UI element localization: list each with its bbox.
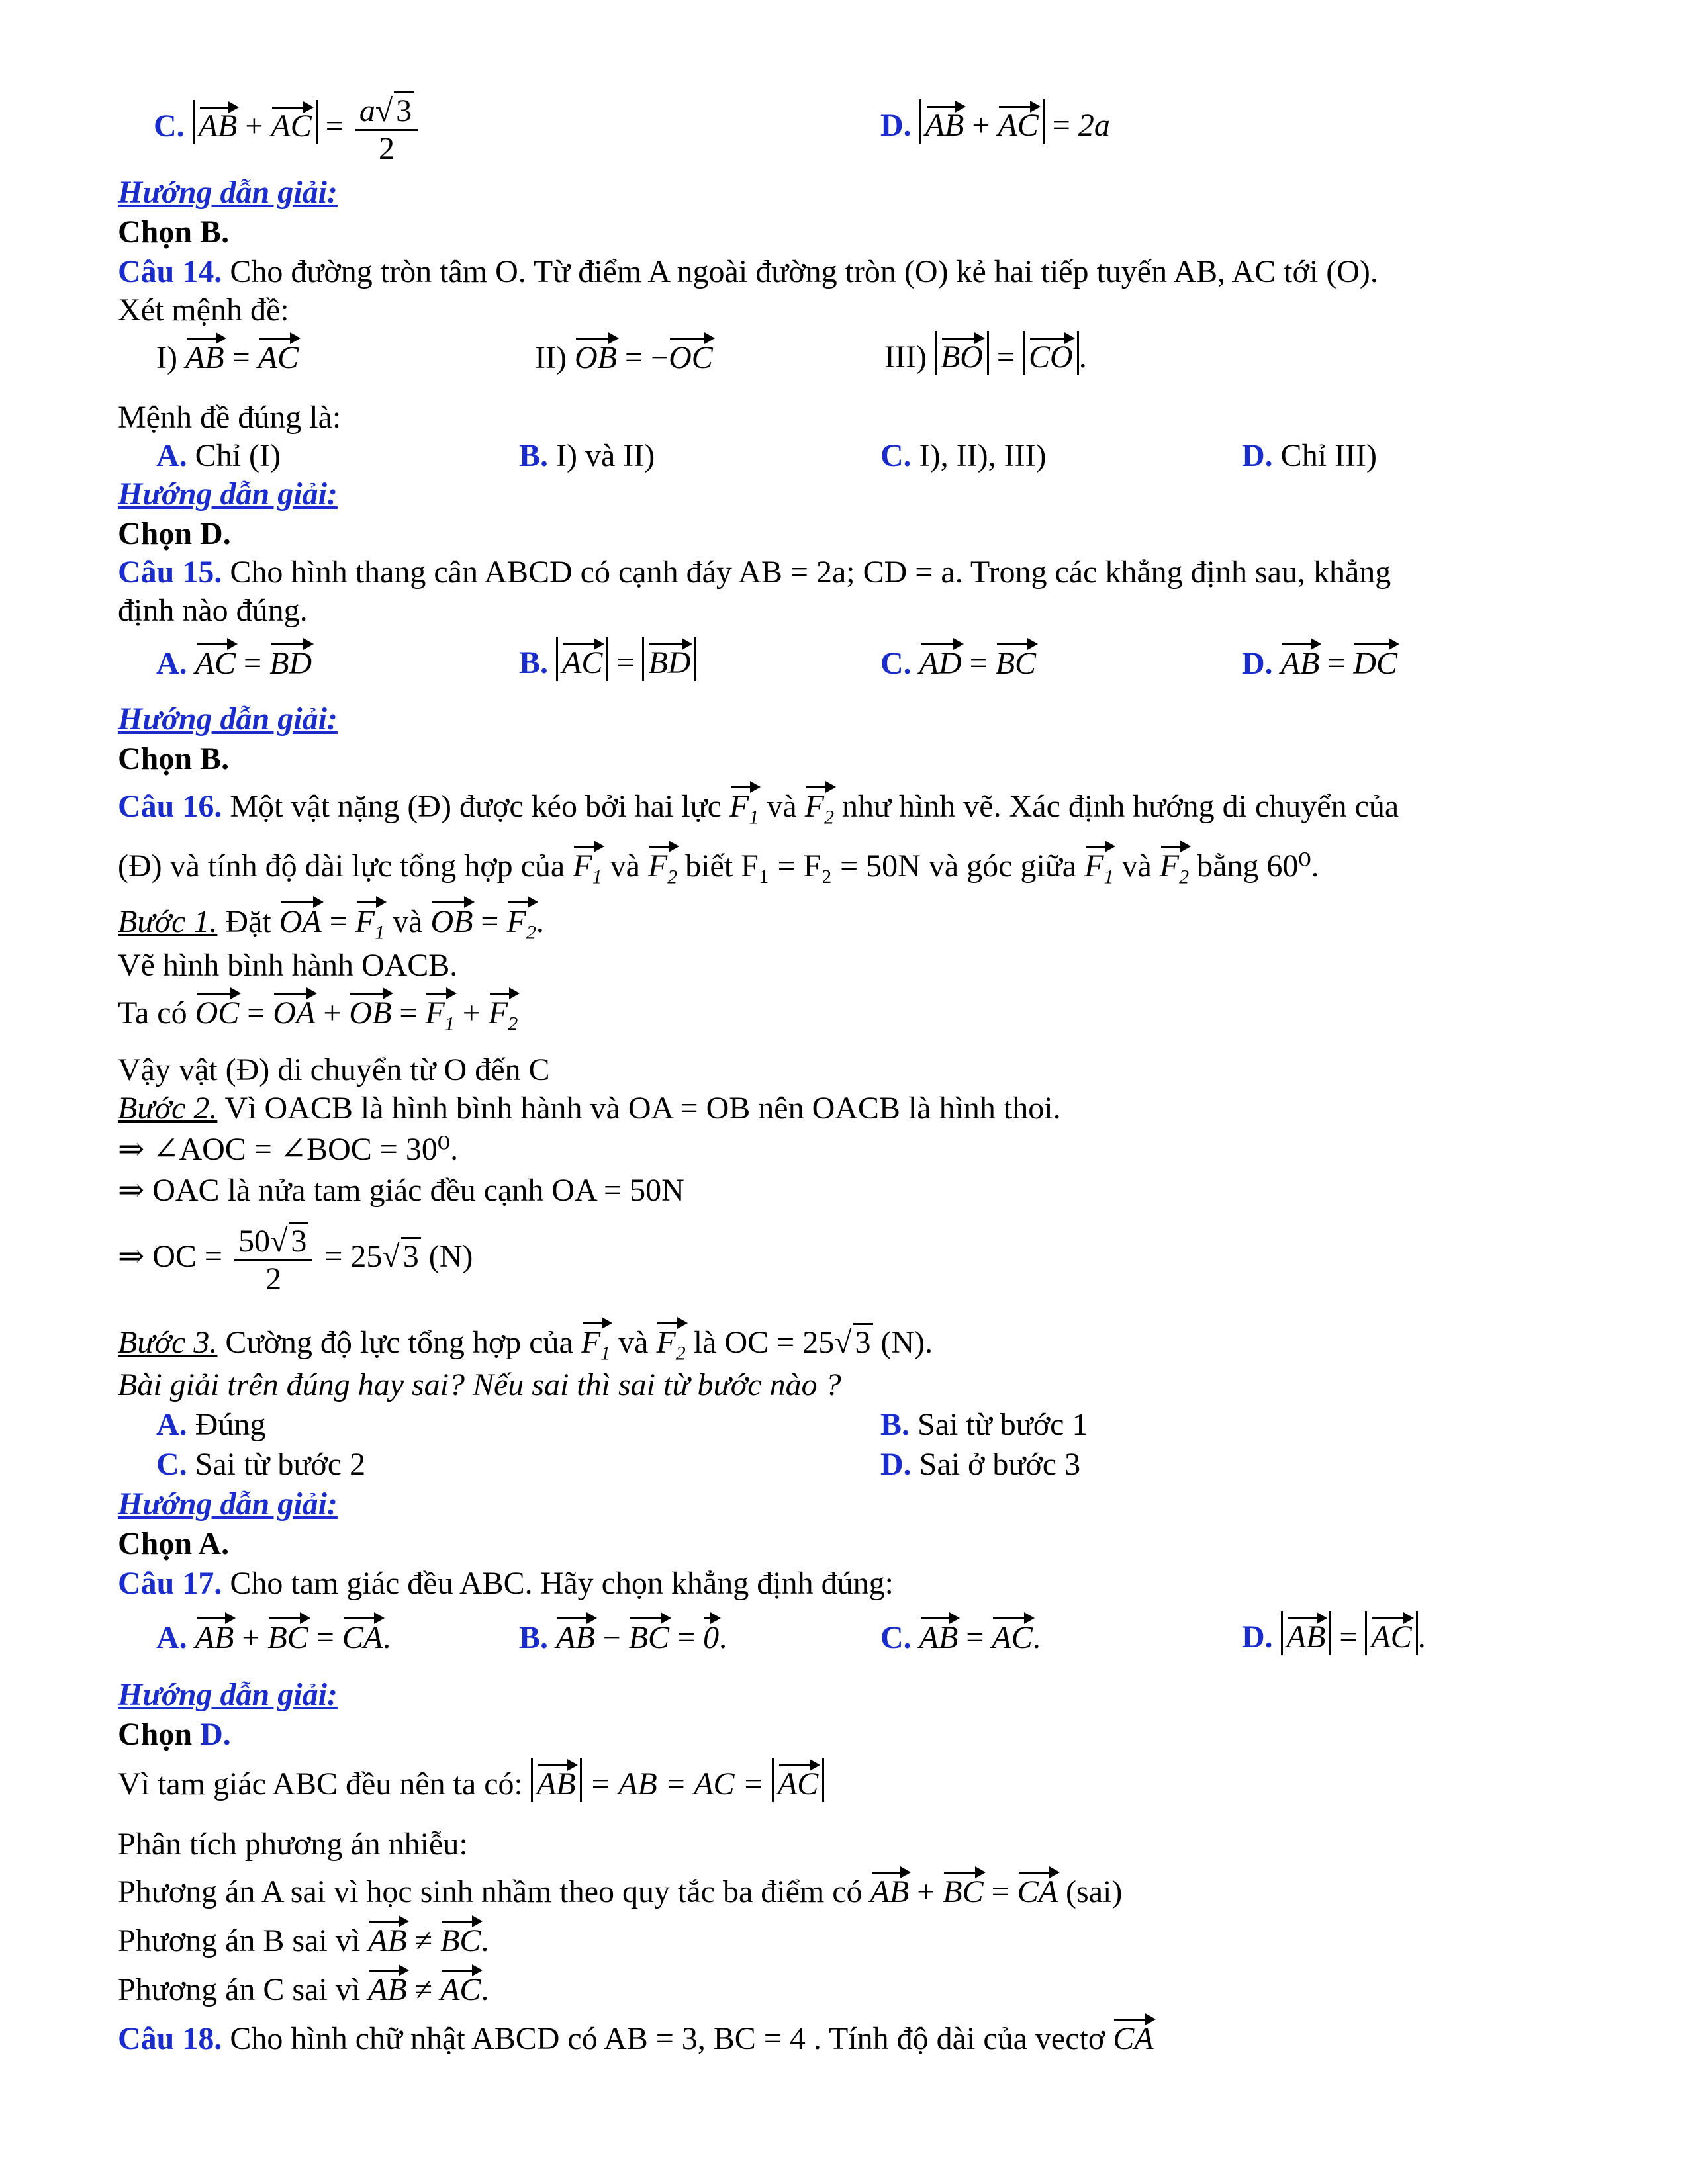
q16-answer: Chọn A.	[118, 1526, 230, 1561]
q17-analysis-a: Phương án A sai vì học sinh nhầm theo quy tắc ba điểm có AB + BC = CA (sai)	[118, 1865, 1122, 1910]
q13-option-c[interactable]: C. AB + AC = $\frac{a√ 3}{2}$	[154, 91, 422, 167]
q17-explanation: Vì tam giác ABC đều nên ta có: AB = AB = AC = AC	[118, 1758, 824, 1802]
q16-question: Bài giải trên đúng hay sai? Nếu sai thì sai từ bước nào ?	[118, 1367, 841, 1402]
q16-stem-line2: (Đ) và tính độ dài lực tổng hợp của $F_1$ và $F_2$ biết F₁ = F₂ = 50N và góc giữa $F_1$ và $F_2$ bằng 60⁰.	[118, 839, 1319, 888]
q15-stem-line2: định nào đúng.	[118, 593, 308, 628]
q17-guide-heading: Hướng dẫn giải:	[118, 1677, 338, 1712]
q17-option-c[interactable]: C. AB = AC.	[880, 1611, 1041, 1656]
q16-parallelogram: Vẽ hình bình hành OACB.	[118, 948, 458, 983]
q16-option-c[interactable]: C. Sai từ bước 2	[156, 1447, 366, 1482]
q16-option-b[interactable]: B. Sai từ bước 1	[880, 1407, 1088, 1442]
q15-option-a[interactable]: A. AC = BD	[156, 637, 312, 682]
q14-option-a[interactable]: A. Chỉ (I)	[156, 438, 281, 473]
q14-prompt: Mệnh đề đúng là:	[118, 400, 342, 435]
q14-option-c[interactable]: C. I), II), III)	[880, 438, 1047, 473]
q13-answer: Chọn B.	[118, 214, 230, 250]
q17-analysis-b: Phương án B sai vì AB ≠ BC.	[118, 1914, 489, 1959]
q17-analysis-heading: Phân tích phương án nhiễu:	[118, 1827, 468, 1862]
q15-answer: Chọn B.	[118, 741, 230, 776]
q17-stem: Câu 17. Cho tam giác đều ABC. Hãy chọn khẳng định đúng:	[118, 1566, 894, 1601]
q16-step3: Bước 3. Cường độ lực tổng hợp của $F_1$ và $F_2$ là OC = 25√ 3 (N).	[118, 1316, 933, 1365]
q16-step2: Bước 2. Vì OACB là hình bình hành và OA = OB nên OACB là hình thoi.	[118, 1091, 1061, 1126]
q15-option-c[interactable]: C. AD = BC	[880, 637, 1036, 682]
q16-guide-heading: Hướng dẫn giải:	[118, 1486, 338, 1522]
q14-option-d[interactable]: D. Chỉ III)	[1242, 438, 1377, 473]
q13-guide-heading: Hướng dẫn giải:	[118, 175, 338, 210]
q16-step1: Bước 1. Đặt OA = $F_1$ và OB = $F_2$.	[118, 895, 544, 944]
q16-option-a[interactable]: A. Đúng	[156, 1407, 266, 1442]
q14-guide-heading: Hướng dẫn giải:	[118, 477, 338, 512]
q17-option-d[interactable]: D. AB = AC .	[1242, 1611, 1426, 1655]
q14-stem-line1: Câu 14. Cho đường tròn tâm O. Từ điểm A ngoài đường tròn (O) kẻ hai tiếp tuyến AB, AC tới (O).	[118, 254, 1378, 289]
q17-option-a[interactable]: A. AB + BC = CA.	[156, 1611, 391, 1656]
q15-option-d[interactable]: D. AB = DC	[1242, 637, 1397, 682]
q14-statement-3: III) BO = CO .	[884, 331, 1087, 375]
q16-option-d[interactable]: D. Sai ở bước 3	[880, 1447, 1081, 1482]
q15-guide-heading: Hướng dẫn giải:	[118, 702, 338, 737]
q14-option-b[interactable]: B. I) và II)	[519, 438, 655, 473]
q16-oc-value: ⇒ OC = $\frac{50√ 3}{2}$ = 25√ 3 (N)	[118, 1222, 473, 1297]
q17-analysis-c: Phương án C sai vì AB ≠ AC.	[118, 1963, 489, 2008]
q14-stem-line2: Xét mệnh đề:	[118, 293, 289, 328]
q15-stem-line1: Câu 15. Cho hình thang cân ABCD có cạnh đáy AB = 2a; CD = a. Trong các khẳng định sau, khẳng	[118, 555, 1391, 590]
q16-angle: ⇒ ∠AOC = ∠BOC = 30⁰.	[118, 1132, 459, 1167]
q16-half-triangle: ⇒ OAC là nửa tam giác đều cạnh OA = 50N	[118, 1173, 684, 1208]
q16-move-direction: Vậy vật (Đ) di chuyển từ O đến C	[118, 1052, 550, 1087]
q16-vector-sum: Ta có OC = OA + OB = $F_1 + F_2$	[118, 986, 518, 1035]
q18-stem: Câu 18. Cho hình chữ nhật ABCD có AB = 3, BC = 4 . Tính độ dài của vectơ CA	[118, 2012, 1154, 2057]
q17-answer: Chọn D.	[118, 1717, 231, 1752]
q15-option-b[interactable]: B. AC = BD	[519, 637, 696, 681]
q13-option-d[interactable]: D. AB + AC = 2a	[880, 99, 1110, 144]
q17-option-b[interactable]: B. AB − BC = 0.	[519, 1611, 727, 1656]
q14-statement-2: II) OB = −OC	[535, 331, 713, 376]
q14-statement-1: I) AB = AC	[156, 331, 299, 376]
q14-answer: Chọn D.	[118, 516, 231, 551]
q16-stem-line1: Câu 16. Một vật nặng (Đ) được kéo bởi hai lực $F_1$ và $F_2$ như hình vẽ. Xác định hướng di chuyển của	[118, 780, 1399, 829]
